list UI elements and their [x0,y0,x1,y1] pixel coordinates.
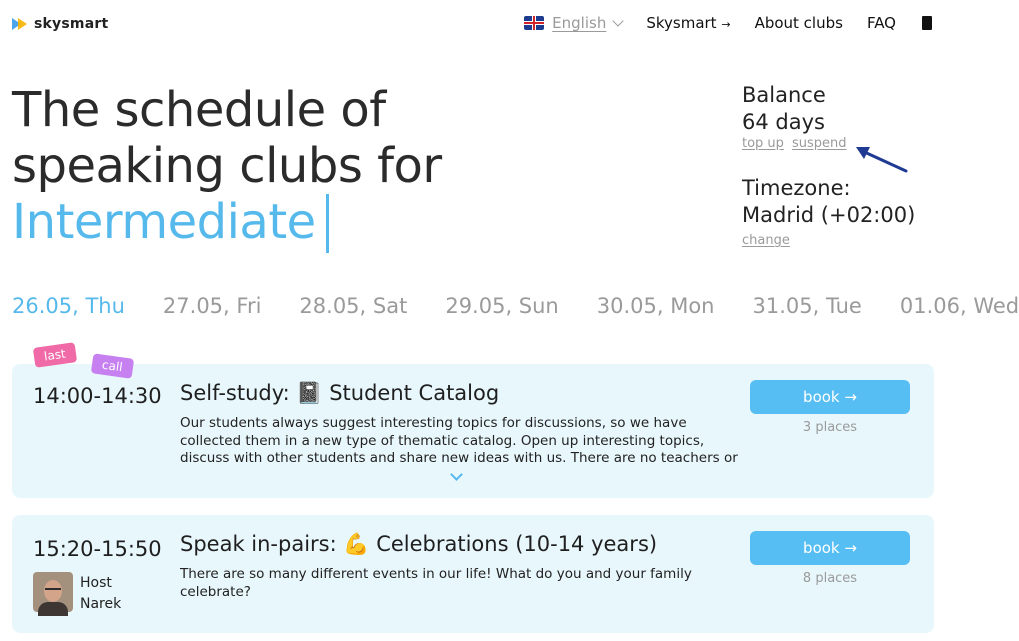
logout-icon[interactable] [920,15,934,31]
date-tab[interactable]: 28.05, Sat [299,294,408,318]
suspend-link[interactable]: suspend [791,136,847,151]
balance-links [742,136,942,151]
session-card [12,364,934,498]
top-up-link[interactable]: top up [742,136,784,151]
top-nav [524,14,934,32]
date-tab[interactable]: 29.05, Sun [445,294,559,318]
date-tab[interactable]: 30.05, Mon [596,294,715,318]
session-description: Our students always suggest interesting topics for discussions, so we have collected them in a new type of thematic catalog. Open up interesting topics, discuss with other students and share new ideas with us. There are no teachers or [180,415,738,466]
nav-faq-link[interactable]: FAQ [866,14,896,32]
chevron-down-icon [613,15,624,26]
expand-chevron-icon[interactable] [450,468,463,481]
chevron-down-icon [326,194,329,253]
level-selector[interactable] [12,194,442,250]
timezone-block [742,175,942,248]
session-title: Speak in-pairs: 💪 Celebrations (10-14 years) [180,532,658,556]
places-left: 3 places [802,420,858,435]
level-label: Intermediate [12,194,316,250]
last-call-tag: last [33,342,77,368]
language-label: English [552,14,607,32]
language-selector[interactable] [524,14,622,32]
host-name: Narek [80,596,122,612]
title-line-1: The schedule of [12,82,386,138]
skysmart-logo[interactable] [12,16,108,32]
skysmart-logo-icon [12,17,28,31]
places-left: 8 places [802,571,858,586]
nav-about-clubs-link[interactable]: About clubs [754,14,843,32]
arrow-right-icon: → [721,18,731,31]
date-tab[interactable]: 31.05, Tue [752,294,862,318]
session-description: There are so many different events in our life! What do you and your family celebrate? [180,566,692,600]
book-button[interactable]: book → [750,380,910,414]
session-title: Self-study: 📓 Student Catalog [180,381,500,405]
nav-skysmart-link[interactable] [646,14,730,32]
date-tab[interactable]: 01.06, Wed [899,294,1019,318]
balance-value: 64 days [742,110,825,134]
session-time: 14:00-14:30 [33,384,162,408]
pointer-arrow-icon [852,142,912,176]
logo-text: skysmart [34,16,109,32]
change-timezone-link[interactable]: change [742,233,790,248]
book-button[interactable]: book → [750,531,910,565]
timezone-title: Timezone: [742,176,851,200]
title-line-2: speaking clubs for [12,138,442,194]
date-tabs [12,294,1019,318]
last-call-tag: call [91,353,134,378]
session-card [12,515,934,633]
host-label: Host [80,575,112,591]
host-info [80,573,121,615]
date-tab[interactable]: 27.05, Fri [162,294,262,318]
nav-skysmart-label: Skysmart [646,14,717,32]
top-header [0,0,952,50]
session-time: 15:20-15:50 [33,537,162,561]
page-title [12,82,442,250]
uk-flag-icon [524,16,544,30]
timezone-value: Madrid (+02:00) [742,203,916,227]
host-avatar [33,572,73,612]
balance-panel [742,82,942,248]
date-tab[interactable]: 26.05, Thu [12,294,125,318]
balance-title: Balance [742,83,826,107]
